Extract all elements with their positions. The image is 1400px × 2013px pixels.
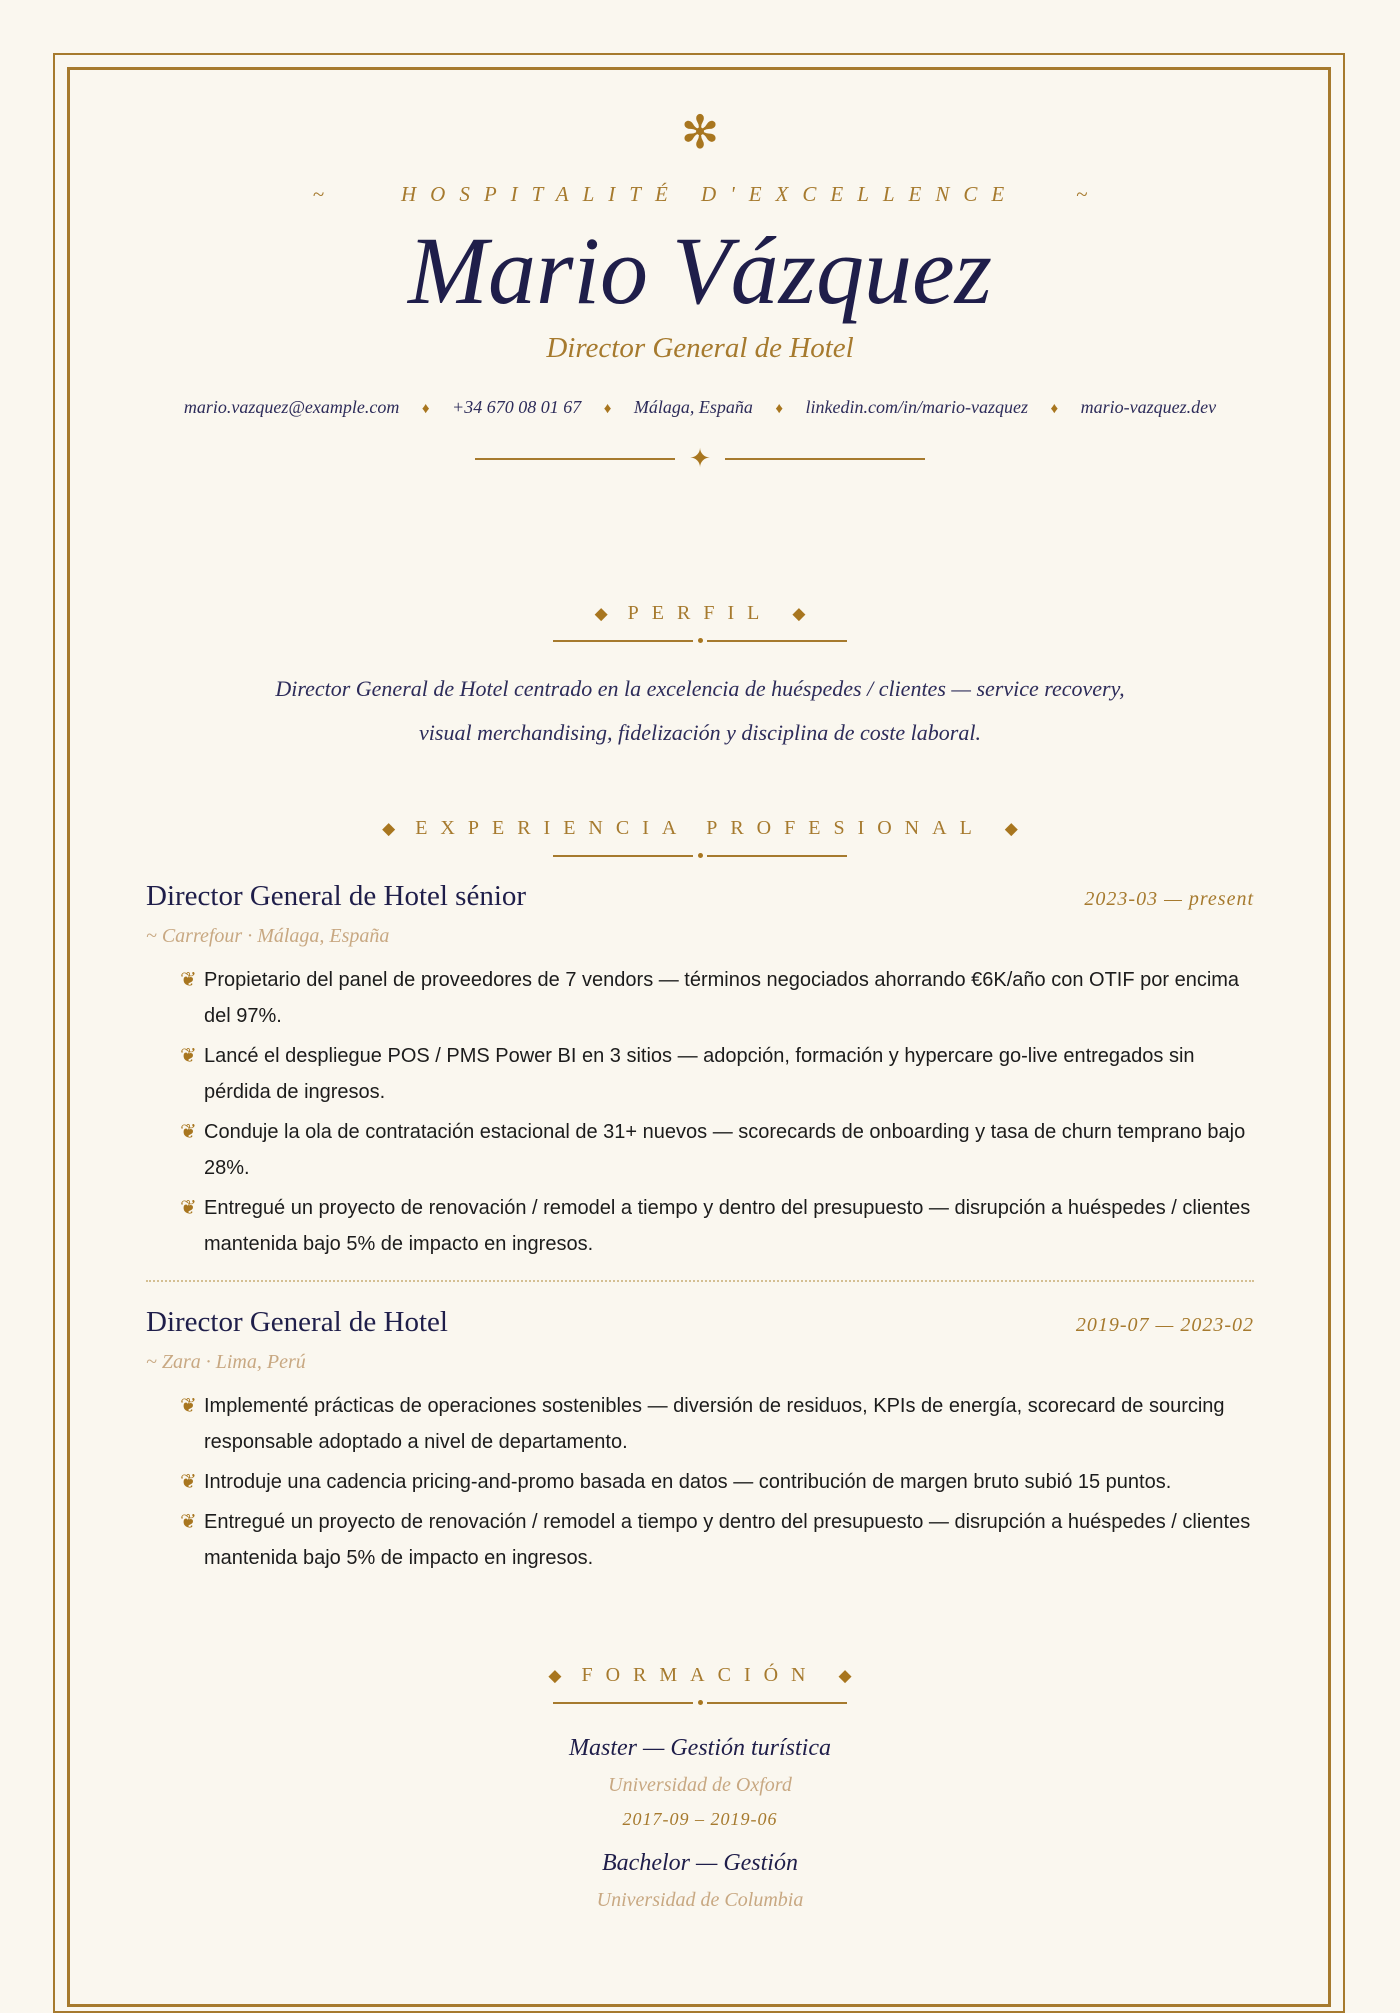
list-item: ❦ Propietario del panel de proveedores de 7 vendors — términos negociados ahorrando €6K/año con OTIF por encima del 97%.: [182, 962, 1254, 1034]
fleuron-bullet-icon: ❦: [180, 1510, 197, 1533]
fleuron-bullet-icon: ❦: [180, 968, 197, 991]
fleuron-bullet-icon: ❦: [180, 1470, 197, 1493]
diamond-icon: ◆: [594, 603, 608, 623]
school: Universidad de Columbia: [596, 1888, 804, 1911]
candidate-name: Mario Vázquez: [408, 217, 992, 324]
job-dates: 2023-03 — present: [1084, 887, 1254, 910]
contact-linkedin[interactable]: linkedin.com/in/mario-vazquez: [805, 396, 1028, 417]
diamond-icon: ◆: [792, 603, 806, 623]
resume-page: [146, 107, 1254, 1912]
list-item: ❦ Implementé prácticas de operaciones sostenibles — diversión de residuos, KPIs de energía, scorecard de sourcing responsable adoptado a nivel de departamento.: [182, 1388, 1254, 1460]
fleuron-bullet-icon: ❦: [180, 1044, 197, 1067]
list-item: ❦ Lancé el despliegue POS / PMS Power BI en 3 sitios — adopción, formación y hypercare go-live entregados sin pérdida de ingresos.: [182, 1038, 1254, 1110]
fleuron-bullet-icon: ❦: [180, 1196, 197, 1219]
section-heading-profile: [146, 602, 1254, 625]
job-bullets: [146, 962, 1254, 1262]
section-divider: [553, 635, 847, 647]
section-title: PERFIL: [627, 601, 773, 624]
fleuron-bullet-icon: ❦: [180, 1120, 197, 1143]
section-heading-experience: [146, 817, 1254, 840]
job-title: Director General de Hotel sénior: [146, 879, 527, 912]
diamond-separator-icon: ♦: [421, 400, 430, 417]
degree: Bachelor — Gestión: [602, 1849, 798, 1876]
education-dates: 2017-09 – 2019-06: [622, 1808, 778, 1829]
diamond-separator-icon: ♦: [603, 400, 612, 417]
four-point-star-icon: ✦: [689, 443, 711, 473]
job-bullets: [146, 1388, 1254, 1576]
job-company: ~ Zara · Lima, Perú: [146, 1350, 306, 1373]
diamond-icon: ◆: [382, 818, 396, 838]
candidate-role: Director General de Hotel: [546, 331, 854, 364]
contact-phone[interactable]: +34 670 08 01 67: [452, 396, 582, 417]
job-title: Director General de Hotel: [146, 1305, 448, 1338]
diamond-icon: ◆: [838, 1665, 852, 1685]
header-divider: [475, 443, 925, 473]
tagline-prefix: ~: [312, 182, 325, 206]
diamond-separator-icon: ♦: [775, 400, 784, 417]
list-item: ❦ Entregué un proyecto de renovación / remodel a tiempo y dentro del presupuesto — disrupción a huéspedes / clientes mantenida bajo 5% de impacto en ingresos.: [182, 1190, 1254, 1262]
diamond-separator-icon: ♦: [1050, 400, 1059, 417]
job-entry: [146, 880, 1254, 1262]
experience-section: [146, 817, 1254, 1576]
section-heading-education: [146, 1664, 1254, 1687]
job-divider: [146, 1280, 1254, 1282]
tagline-text: HOSPITALITÉ D'EXCELLENCE: [401, 182, 1019, 206]
job-entry: [146, 1306, 1254, 1576]
tagline-suffix: ~: [1075, 182, 1088, 206]
education-entry: [146, 1850, 1254, 1912]
diamond-icon: ◆: [548, 1665, 562, 1685]
contact-email[interactable]: mario.vazquez@example.com: [183, 396, 400, 417]
contact-website[interactable]: mario-vazquez.dev: [1080, 396, 1217, 417]
degree: Master — Gestión turística: [569, 1734, 831, 1761]
tagline: [146, 182, 1254, 207]
education-section: [146, 1664, 1254, 1912]
section-title: FORMACIÓN: [581, 1663, 819, 1686]
profile-section: [146, 602, 1254, 755]
profile-summary: Director General de Hotel centrado en la excelencia de huéspedes / clientes — service recovery, visual merchandising, fidelización y disciplina de coste laboral.: [275, 675, 1125, 745]
section-divider: [553, 1697, 847, 1709]
job-company: ~ Carrefour · Málaga, España: [146, 924, 390, 947]
resume-header: [146, 107, 1254, 473]
asterisk-ornament-icon: ✻: [680, 107, 720, 158]
contact-line: [146, 397, 1254, 418]
section-divider: [553, 850, 847, 862]
list-item: ❦ Introduje una cadencia pricing-and-promo basada en datos — contribución de margen bruto subió 15 puntos.: [182, 1464, 1254, 1500]
job-dates: 2019-07 — 2023-02: [1075, 1313, 1254, 1336]
list-item: ❦ Conduje la ola de contratación estacional de 31+ nuevos — scorecards de onboarding y tasa de churn temprano bajo 28%.: [182, 1114, 1254, 1186]
list-item: ❦ Entregué un proyecto de renovación / remodel a tiempo y dentro del presupuesto — disrupción a huéspedes / clientes mantenida bajo 5% de impacto en ingresos.: [182, 1504, 1254, 1576]
diamond-icon: ◆: [1004, 818, 1018, 838]
fleuron-bullet-icon: ❦: [180, 1394, 197, 1417]
school: Universidad de Oxford: [608, 1773, 792, 1796]
education-entry: [146, 1735, 1254, 1830]
section-title: EXPERIENCIA PROFESIONAL: [415, 816, 985, 839]
contact-location: Málaga, España: [633, 396, 753, 417]
